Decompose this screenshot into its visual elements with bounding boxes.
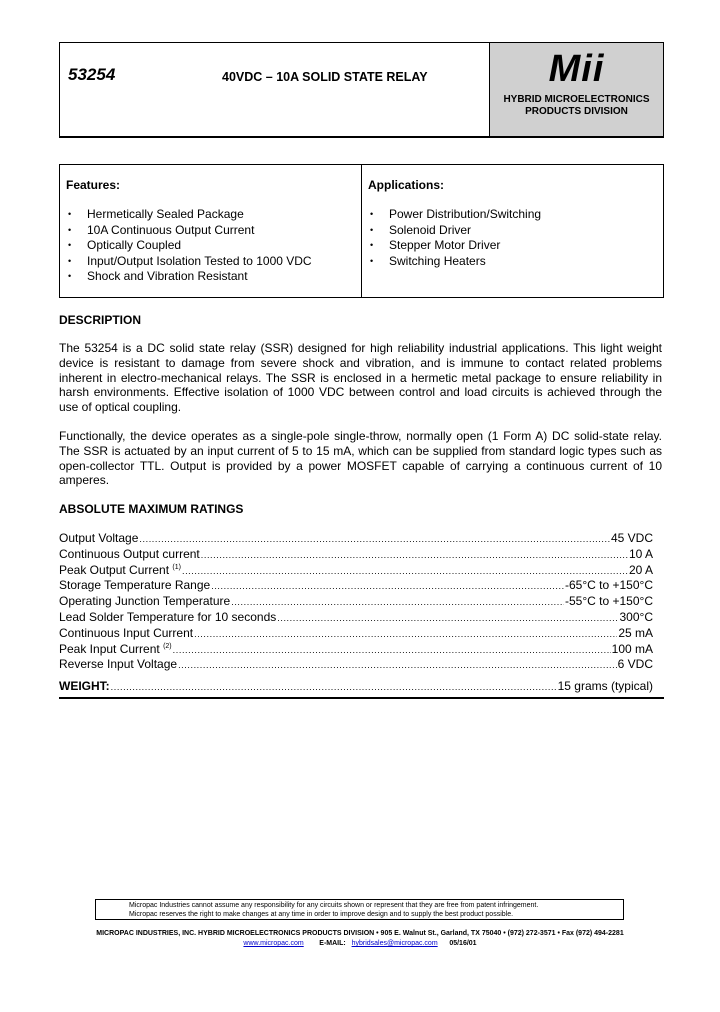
company-logo-block: [489, 43, 663, 136]
footnote-ref: (2): [163, 642, 172, 650]
features-heading: Features:: [66, 178, 121, 192]
description-paragraph-1: The 53254 is a DC solid state relay (SSR) designed for high reliability industrial applications. This light weight device is resistant to damage from severe shock and vibration, and is immune to contact related problems inherent in electro-mechanical relays. The SSR is enclosed in a hermetic metal package to ensure reliability in harsh environments. Effective isolation of 1000 VDC between control and load circuits is achieved through the use of optical coupling.: [59, 341, 662, 415]
list-item: • Stepper Motor Driver: [368, 238, 663, 254]
weight-value: 15 grams (typical): [557, 679, 653, 693]
list-item: • Power Distribution/Switching: [368, 207, 663, 223]
division-line-2: PRODUCTS DIVISION: [525, 106, 628, 117]
rating-row: [59, 594, 653, 610]
applications-column: [362, 165, 663, 297]
rating-value: 25 mA: [618, 625, 653, 640]
email-link[interactable]: hybridsales@micropac.com: [351, 940, 438, 947]
rating-value: 45 VDC: [610, 531, 653, 545]
footer-date: 05/16/01: [449, 940, 477, 947]
document-title: 40VDC – 10A SOLID STATE RELAY: [222, 70, 428, 84]
footer-contact: [0, 940, 720, 947]
rating-value: 20 A: [628, 562, 653, 577]
email-label: E-MAIL:: [319, 940, 346, 947]
features-list: [66, 207, 361, 285]
rating-row: [59, 610, 653, 626]
dot-leader: [211, 579, 564, 594]
disclaimer-box: [95, 899, 624, 920]
division-line-1: HYBRID MICROELECTRONICS: [503, 94, 650, 105]
rating-label: Output Voltage: [59, 531, 139, 545]
dot-leader: [277, 611, 618, 626]
rating-value: 6 VDC: [617, 657, 653, 672]
rating-value: 300°C: [619, 609, 653, 624]
ratings-table: [59, 531, 653, 673]
dot-leader: [201, 548, 628, 563]
rating-value: 100 mA: [611, 641, 653, 656]
list-item: • Shock and Vibration Resistant: [66, 269, 361, 285]
rating-row: [59, 642, 653, 658]
list-item: • Input/Output Isolation Tested to 1000 VDC: [66, 254, 361, 270]
features-applications-box: [59, 164, 664, 298]
dot-leader: [231, 595, 564, 610]
rating-label: Continuous Output current: [59, 546, 200, 561]
part-number: 53254: [68, 65, 116, 84]
disclaimer-line-1: Micropac Industries cannot assume any responsibility for any circuits shown or represent that they are free from patent infringement.: [129, 902, 539, 909]
rating-row: [59, 547, 653, 563]
rating-row: [59, 626, 653, 642]
document-header: [59, 42, 664, 138]
rating-value: -55°C to +150°C: [565, 594, 653, 609]
header-title-area: [60, 43, 489, 136]
divider: [59, 697, 664, 699]
description-heading: DESCRIPTION: [59, 313, 142, 327]
footnote-ref: (1): [172, 563, 181, 571]
rating-label: Peak Output Current $^{(1)}$: [59, 562, 181, 577]
list-item: • Solenoid Driver: [368, 223, 663, 239]
weight-label: WEIGHT:: [59, 679, 110, 693]
list-item: • Optically Coupled: [66, 238, 361, 254]
rating-value: -65°C to +150°C: [565, 578, 653, 593]
rating-label: Storage Temperature Range: [59, 578, 211, 593]
rating-row: [59, 657, 653, 673]
list-item: • 10A Continuous Output Current: [66, 223, 361, 239]
list-item: • Hermetically Sealed Package: [66, 207, 361, 223]
dot-leader: [194, 627, 617, 642]
rating-label: Operating Junction Temperature: [59, 594, 231, 609]
rating-row: [59, 563, 653, 579]
rating-row: [59, 531, 653, 547]
footer-address: MICROPAC INDUSTRIES, INC. HYBRID MICROELECTRONICS PRODUCTS DIVISION • 905 E. Walnut St., Garland, TX 75040 • (972) 272-3571 • Fax (972) 494-2281: [96, 930, 624, 937]
dot-leader: [178, 658, 617, 673]
website-link[interactable]: www.micropac.com: [243, 940, 304, 947]
dot-leader: [111, 680, 557, 695]
applications-list: [368, 207, 663, 269]
features-column: [60, 165, 362, 297]
ratings-heading: ABSOLUTE MAXIMUM RATINGS: [59, 502, 244, 516]
list-item: • Switching Heaters: [368, 254, 663, 270]
dot-leader: [139, 532, 610, 547]
weight-row: [59, 679, 653, 695]
rating-label: Reverse Input Voltage: [59, 657, 178, 672]
rating-row: [59, 578, 653, 594]
dot-leader: [182, 564, 628, 579]
description-paragraph-2: Functionally, the device operates as a single-pole single-throw, normally open (1 Form A) DC solid-state relay. The SSR is actuated by an input current of 5 to 15 mA, which can be supplied from standard logic types such as open-collector TTL. Output is provided by a power MOSFET capable of carrying a continuous current of 10 amperes.: [59, 429, 662, 488]
rating-label: Lead Solder Temperature for 10 seconds: [59, 609, 277, 624]
mii-logo: Mii: [548, 48, 605, 90]
rating-label: Peak Input Current $^{(2)}$: [59, 641, 172, 656]
dot-leader: [173, 643, 611, 658]
applications-heading: Applications:: [368, 178, 445, 192]
rating-label: Continuous Input Current: [59, 625, 194, 640]
rating-value: 10 A: [628, 546, 653, 561]
disclaimer-line-2: Micropac reserves the right to make changes at any time in order to improve design and to supply the best product possible.: [129, 911, 514, 918]
